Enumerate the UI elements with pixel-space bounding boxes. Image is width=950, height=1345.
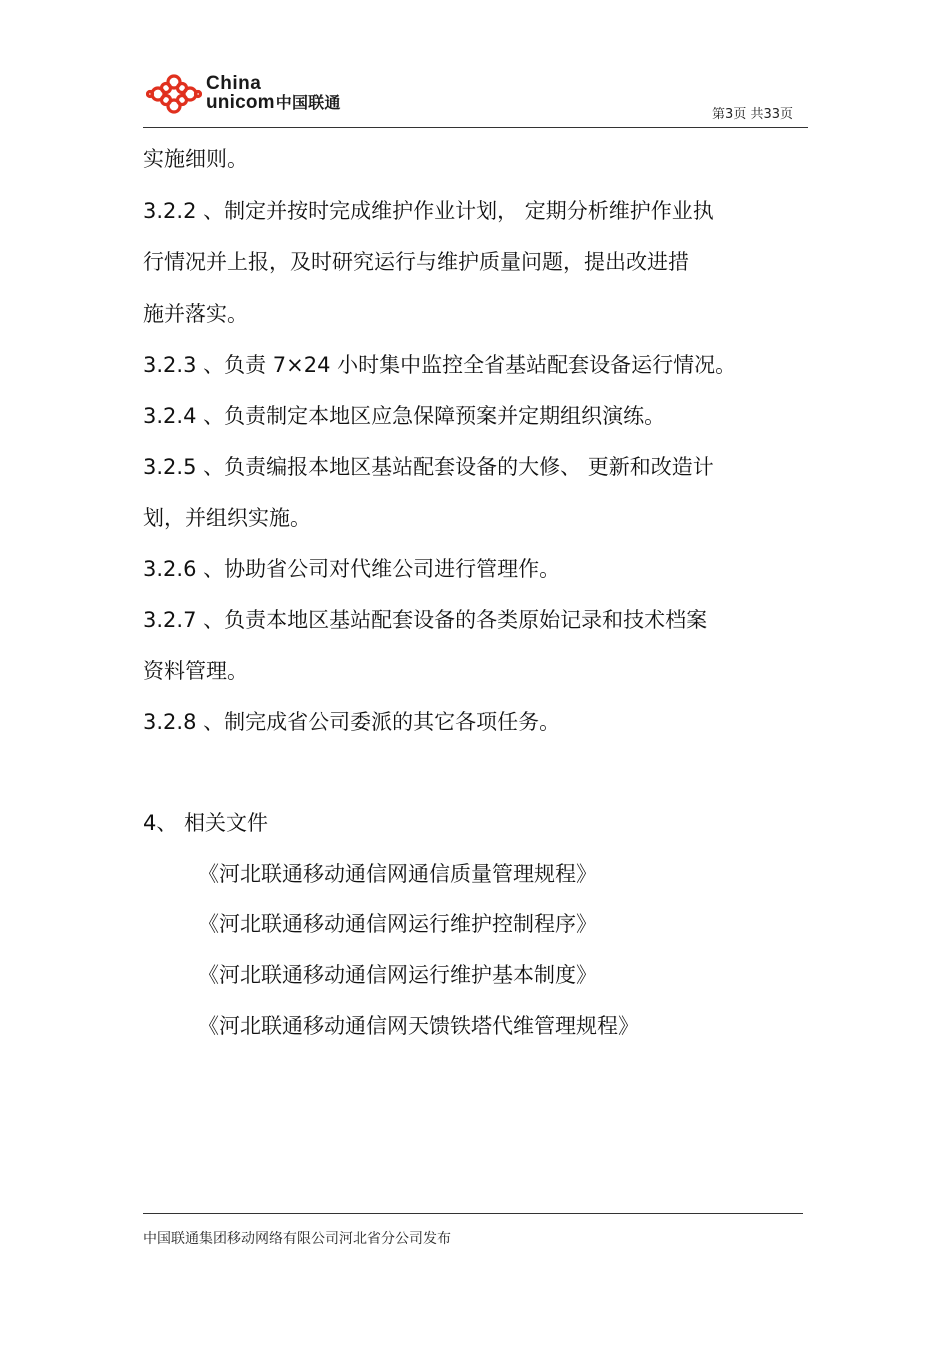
china-unicom-knot-icon bbox=[146, 72, 202, 116]
logo-china-text: China bbox=[206, 73, 262, 94]
logo-chinese-text: 中国联通 bbox=[275, 93, 341, 112]
section-title: 4、 相关文件 bbox=[143, 811, 269, 835]
body-line: 3.2.5 、负责编报本地区基站配套设备的大修、 更新和改造计 bbox=[143, 455, 714, 479]
logo-wordmark bbox=[206, 74, 341, 112]
body-line: 实施细则。 bbox=[143, 147, 248, 171]
body-line: 施并落实。 bbox=[143, 302, 248, 326]
body-line: 资料管理。 bbox=[143, 659, 248, 683]
related-doc-item: 《河北联通移动通信网通信质量管理规程》 bbox=[198, 862, 597, 886]
body-line: 3.2.4 、负责制定本地区应急保障预案并定期组织演练。 bbox=[143, 404, 666, 428]
body-line: 3.2.3 、负责 7×24 小时集中监控全省基站配套设备运行情况。 bbox=[143, 353, 737, 377]
footer-publisher: 中国联通集团移动网络有限公司河北省分公司发布 bbox=[143, 1231, 451, 1247]
logo-unicom-text: unicom bbox=[206, 92, 275, 113]
body-line: 3.2.7 、负责本地区基站配套设备的各类原始记录和技术档案 bbox=[143, 608, 708, 632]
related-doc-item: 《河北联通移动通信网运行维护基本制度》 bbox=[198, 963, 597, 987]
related-doc-item: 《河北联通移动通信网运行维护控制程序》 bbox=[198, 912, 597, 936]
footer-divider bbox=[143, 1213, 803, 1214]
body-line: 3.2.2 、制定并按时完成维护作业计划， 定期分析维护作业执 bbox=[143, 199, 714, 223]
page-number: 第3页 共33页 bbox=[712, 107, 793, 122]
china-unicom-logo bbox=[146, 68, 376, 118]
header-divider bbox=[143, 127, 808, 128]
related-doc-item: 《河北联通移动通信网天馈铁塔代维管理规程》 bbox=[198, 1014, 639, 1038]
logo-unicom-line bbox=[206, 93, 341, 112]
body-line: 划，并组织实施。 bbox=[143, 506, 311, 530]
body-line: 行情况并上报，及时研究运行与维护质量问题，提出改进措 bbox=[143, 250, 689, 274]
body-line: 3.2.8 、制完成省公司委派的其它各项任务。 bbox=[143, 710, 561, 734]
body-line: 3.2.6 、协助省公司对代维公司进行管理作。 bbox=[143, 557, 561, 581]
